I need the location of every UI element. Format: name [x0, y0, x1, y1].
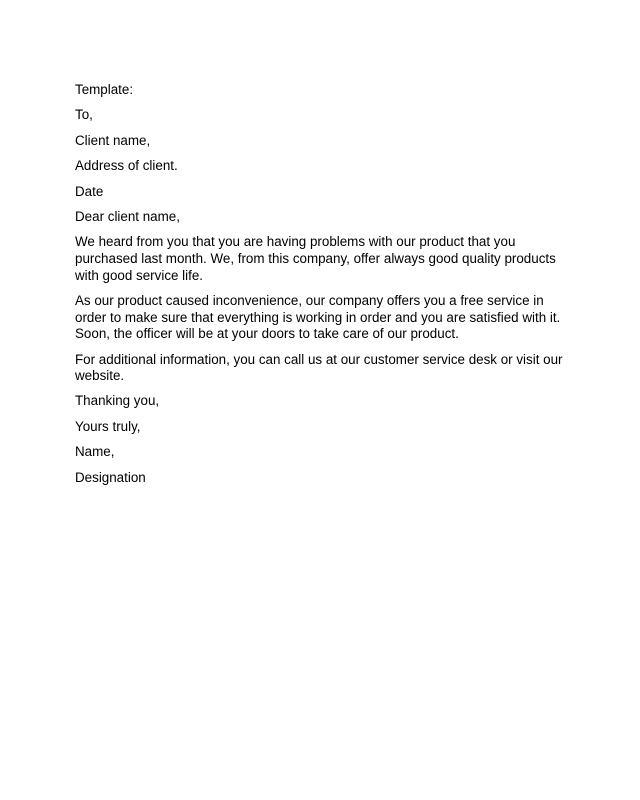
- template-label: Template:: [75, 82, 134, 97]
- recipient-address: Address of client.: [75, 158, 178, 174]
- closing: Yours truly,: [75, 418, 141, 434]
- sender-designation: Designation: [75, 469, 146, 485]
- letter-date: Date: [75, 183, 104, 199]
- recipient-client-name: Client name,: [75, 132, 151, 148]
- body-paragraph-1: We heard from you that you are having problems with our product that you purchased last month. We, from this company, offer always good quality products with good service life.: [75, 234, 556, 283]
- closing-thanks: Thanking you,: [75, 393, 160, 409]
- body-paragraph-2: As our product caused inconvenience, our company offers you a free service in order to make sure that everything is working in order and you are satisfied with it. Soon, the officer will be at your doors to take care of our product.: [75, 292, 561, 342]
- salutation: Dear client name,: [75, 208, 180, 224]
- letter-body: [75, 82, 565, 495]
- sender-name: Name,: [75, 444, 115, 460]
- recipient-to: To,: [75, 107, 93, 123]
- body-paragraph-3: For additional information, you can call us at our customer service desk or visit our website.: [75, 351, 563, 384]
